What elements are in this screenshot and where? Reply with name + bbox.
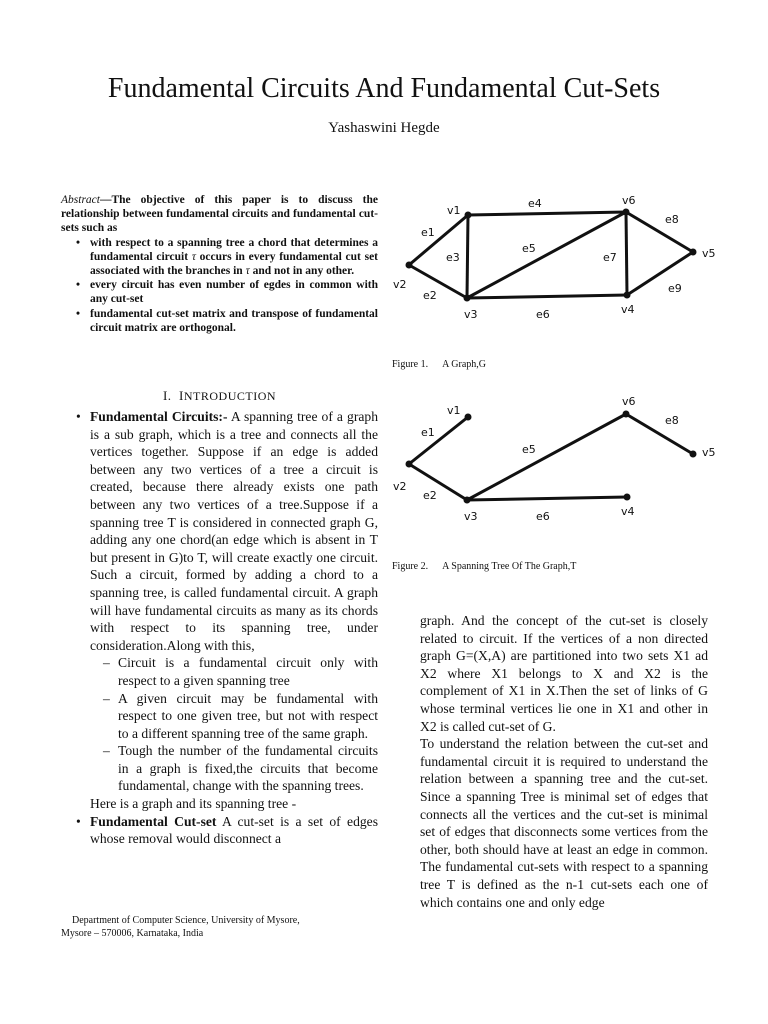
- figure-1-caption: [392, 359, 722, 371]
- edge-label-e6: e6: [536, 308, 550, 321]
- graph-intro-line: Here is a graph and its spanning tree -: [90, 796, 297, 812]
- vertex-label-v2: v2: [393, 480, 407, 493]
- figure-1-title: A Graph,G: [442, 359, 486, 370]
- vertex-label-v4: v4: [621, 303, 635, 316]
- edge-e3: [467, 215, 468, 298]
- edge-label-e1: e1: [421, 226, 435, 239]
- intro-item-fundamental-circuits: [90, 408, 378, 795]
- affiliation-footnote: [61, 914, 391, 940]
- section-heading-introduction: [61, 388, 378, 404]
- edge-label-e2: e2: [423, 489, 437, 502]
- vertex-v3: [464, 295, 471, 302]
- edge-label-e4: e4: [528, 197, 542, 210]
- vertex-label-v4: v4: [621, 505, 635, 518]
- cutset-definition-paragraph: graph. And the concept of the cut-set is closely related to circuit. If the vertices of a non directed graph G=(X,A) are partitioned into two sets X1 ad X2 where X1 belongs to X and X2 is the complement of X1 in X.Then the set of links of G whose terminal vertices lie one in X1 and other in X2 is called cut-set of G.: [420, 613, 708, 734]
- edge-e6: [467, 295, 627, 298]
- abstract-bullet: • fundamental cut-set matrix and transpose of fundamental circuit matrix are orthogonal.: [90, 307, 378, 335]
- edge-e8: [626, 414, 693, 454]
- vertex-v1: [465, 414, 472, 421]
- abstract: [61, 193, 378, 335]
- intro-list: [61, 408, 378, 795]
- figure-2-spanning-tree: [390, 392, 720, 530]
- abstract-bullet: [90, 236, 378, 279]
- tau-symbol: τ: [191, 250, 196, 263]
- edge-e6: [467, 497, 627, 500]
- right-column-body: [420, 612, 708, 911]
- author-name: Yashaswini Hegde: [328, 120, 440, 136]
- term-fundamental-circuits: Fundamental Circuits:-: [90, 409, 228, 424]
- left-column-body: [61, 408, 378, 848]
- figure-2-title: A Spanning Tree Of The Graph,T: [442, 561, 577, 572]
- vertex-v3: [464, 497, 471, 504]
- edge-e4: [468, 212, 626, 215]
- fundamental-circuits-text: A spanning tree of a graph is a sub graph, which is a tree and connects all the vertices together. Suppose if an edge is added between any two vertices of a tree a circuit is created, because there already exists one path between any two vertices of a tree.Suppose if a spanning tree T is considered in connected graph G, adding any one chord(an edge which is absent in T but present in G)to T, will create exactly one circuit. Such a circuit, formed by adding a chord to a spanning tree, is called fundamental circuit. A graph will have fundamental circuits as many as its chords with respect to its spanning tree, under consideration.Along with this,: [90, 409, 378, 653]
- edge-label-e2: e2: [423, 289, 437, 302]
- circuit-property-item: – A given circuit may be fundamental with respect to one given tree, but not with respect to a different spanning tree of the same graph.: [118, 690, 378, 743]
- vertex-v2: [406, 262, 413, 269]
- abstract-bullet-text: and not in any other.: [249, 265, 355, 278]
- graph-g-diagram: [390, 190, 720, 328]
- paper-title: Fundamental Circuits And Fundamental Cut-Sets: [107, 73, 661, 104]
- edge-e9: [627, 252, 693, 295]
- edge-e2: [409, 464, 467, 500]
- abstract-bullet-text: occurs in every fundamental cut set associated with the branches in: [90, 250, 379, 278]
- edge-label-e9: e9: [668, 282, 682, 295]
- vertex-v4: [624, 494, 631, 501]
- edge-label-e7: e7: [603, 251, 617, 264]
- vertex-label-v1: v1: [447, 404, 461, 417]
- vertex-label-v3: v3: [464, 510, 478, 523]
- vertex-v5: [690, 249, 697, 256]
- affiliation-line-1: Department of Computer Science, University of Mysore,: [72, 915, 300, 926]
- edge-label-e6: e6: [536, 510, 550, 523]
- vertex-v5: [690, 451, 697, 458]
- circuit-property-item: – Tough the number of the fundamental circuits in a graph is fixed,the circuits that become fundamental, change with the spanning trees.: [118, 742, 378, 795]
- vertex-v4: [624, 292, 631, 299]
- abstract-bullet: • every circuit has even number of egdes in common with any cut-set: [90, 278, 378, 306]
- vertex-label-v6: v6: [622, 194, 636, 207]
- relation-paragraph: To understand the relation between the cut-set and fundamental circuit it is required to understand the relation between a spanning tree and the cut-set. Since a spanning Tree is minimal set of edges that connects all the vertices and the cut-set is minimal set of edges that disconnects some vertices from the other, both should have at least an edge in common. The fundamental cut-sets with respect to a spanning tree T is defined as the n-1 cut-sets each one of which contains one and only edge: [420, 736, 708, 910]
- edge-e1: [409, 417, 468, 464]
- vertex-v2: [406, 461, 413, 468]
- tau-symbol: τ: [245, 265, 250, 278]
- edge-label-e8: e8: [665, 213, 679, 226]
- edge-e7: [626, 212, 627, 295]
- circuit-property-item: – Circuit is a fundamental circuit only with respect to a given spanning tree: [118, 654, 378, 689]
- edge-label-e3: e3: [446, 251, 460, 264]
- figure-1-number: Figure 1.: [392, 359, 429, 370]
- abstract-label: Abstract: [61, 194, 100, 206]
- affiliation-line-2: Mysore – 570006, Karnataka, India: [61, 928, 204, 939]
- edge-e2: [409, 265, 467, 298]
- vertex-v6: [623, 411, 630, 418]
- vertex-v6: [623, 209, 630, 216]
- vertex-label-v2: v2: [393, 278, 407, 291]
- edge-e5: [467, 414, 626, 500]
- vertex-label-v1: v1: [447, 204, 461, 217]
- figure-1-graph: [390, 190, 720, 328]
- edge-e8: [626, 212, 693, 252]
- abstract-intro-text: The objective of this paper is to discuss the relationship between fundamental circuits and fundamental cut-sets such as: [61, 194, 378, 235]
- spanning-tree-diagram: [390, 392, 720, 530]
- edge-label-e5: e5: [522, 443, 536, 456]
- section-title-first: I: [179, 388, 184, 403]
- abstract-dash: —: [99, 194, 112, 206]
- abstract-intro: [61, 193, 378, 236]
- circuit-properties-list: [90, 654, 378, 795]
- fundamental-cutset-text: A cut-set is a set of edges whose removal would disconnect a: [90, 813, 378, 847]
- edge-label-e1: e1: [421, 426, 435, 439]
- abstract-bullets: [61, 236, 378, 335]
- abstract-bullet-text: with respect to a spanning tree a chord that determines a fundamental circuit: [90, 236, 378, 263]
- figure-2-caption: [392, 561, 722, 573]
- figure-2-number: Figure 2.: [392, 561, 429, 572]
- vertex-label-v3: v3: [464, 308, 478, 321]
- term-fundamental-cutset: Fundamental Cut-set: [90, 813, 217, 829]
- vertex-v1: [465, 212, 472, 219]
- section-title-rest: NTRODUCTION: [183, 389, 277, 403]
- section-number: I.: [162, 388, 172, 403]
- edge-label-e5: e5: [522, 242, 536, 255]
- intro-list-2: [61, 813, 378, 848]
- edge-label-e8: e8: [665, 414, 679, 427]
- vertex-label-v6: v6: [622, 395, 636, 408]
- vertex-label-v5: v5: [702, 247, 716, 260]
- vertex-label-v5: v5: [702, 446, 716, 459]
- intro-item-fundamental-cutset: [90, 813, 378, 848]
